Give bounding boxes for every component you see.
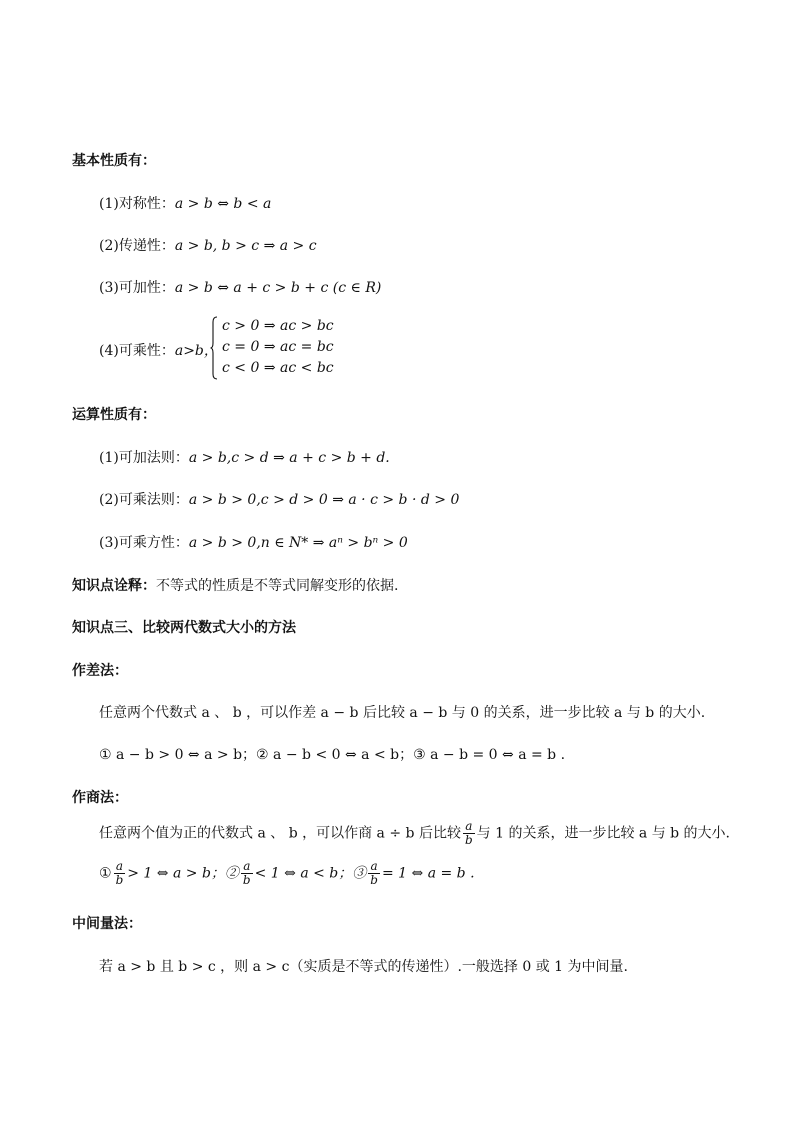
fraction-a-over-b: $\frac{a}{b}$ [370,859,378,887]
section-title: 知识点三、比较两代数式大小的方法 [72,620,296,636]
knowledge-note: 知识点诠释：不等式的性质是不等式同解变形的依据. [72,578,399,594]
fraction-a-over-b: $\frac{a}{b}$ [464,819,473,847]
rule-addition: (1)可加法则：a > b,c > d ⇒ a + c > b + d. [99,450,390,466]
difference-cases: ① a − b > 0 ⇔ a > b；② a − b < 0 ⇔ a < b；③ a − b = 0 ⇔ a = b . [99,747,566,763]
heading-operation-properties: 运算性质有： [72,407,156,423]
property-symmetry: (1)对称性：a > b ⇔ b < a [99,196,272,212]
left-brace-icon [210,316,218,380]
intermediate-description: 若 a > b 且 b > c ，则 a > c（实质是不等式的传递性）.一般选择 0 或 1 为中间量. [99,959,628,975]
heading-difference-method: 作差法： [72,663,128,679]
quotient-cases: ① $\frac{a}{b}$ > 1 ⇔ a > b；② $\frac{a}{b}$ < 1 ⇔ a < b；③ $\frac{a}{b}$ = 1 ⇔ a = b . [99,859,475,887]
fraction-a-over-b: $\frac{a}{b}$ [115,859,124,887]
property-transitivity: (2)传递性：a > b, b > c ⇒ a > c [99,238,317,254]
fraction-a-over-b: $\frac{a}{b}$ [242,859,251,887]
property-multiplicativity: (4)可乘性：a>b， [99,343,218,359]
heading-quotient-method: 作商法： [72,790,128,806]
case-line: c < 0 ⇒ ac < bc [222,360,334,376]
quotient-description: 任意两个值为正的代数式 a 、 b ，可以作商 a ÷ b 后比较 $\frac{a}{b}$ 与 1 的关系，进一步比较 a 与 b 的大小. [99,819,731,847]
difference-description: 任意两个代数式 a 、 b ，可以作差 a − b 后比较 a − b 与 0 的关系，进一步比较 a 与 b 的大小. [99,705,706,721]
rule-power: (3)可乘方性：a > b > 0,n ∈ N* ⇒ aⁿ > bⁿ > 0 [99,535,408,551]
case-line: c > 0 ⇒ ac > bc [222,318,334,334]
heading-intermediate-method: 中间量法： [72,916,142,932]
heading-basic-properties: 基本性质有： [72,153,156,169]
rule-multiplication: (2)可乘法则：a > b > 0,c > d > 0 ⇒ a · c > b · d > 0 [99,492,460,508]
case-line: c = 0 ⇒ ac = bc [222,339,334,355]
property-additivity: (3)可加性：a > b ⇔ a + c > b + c (c ∈ R) [99,280,382,296]
